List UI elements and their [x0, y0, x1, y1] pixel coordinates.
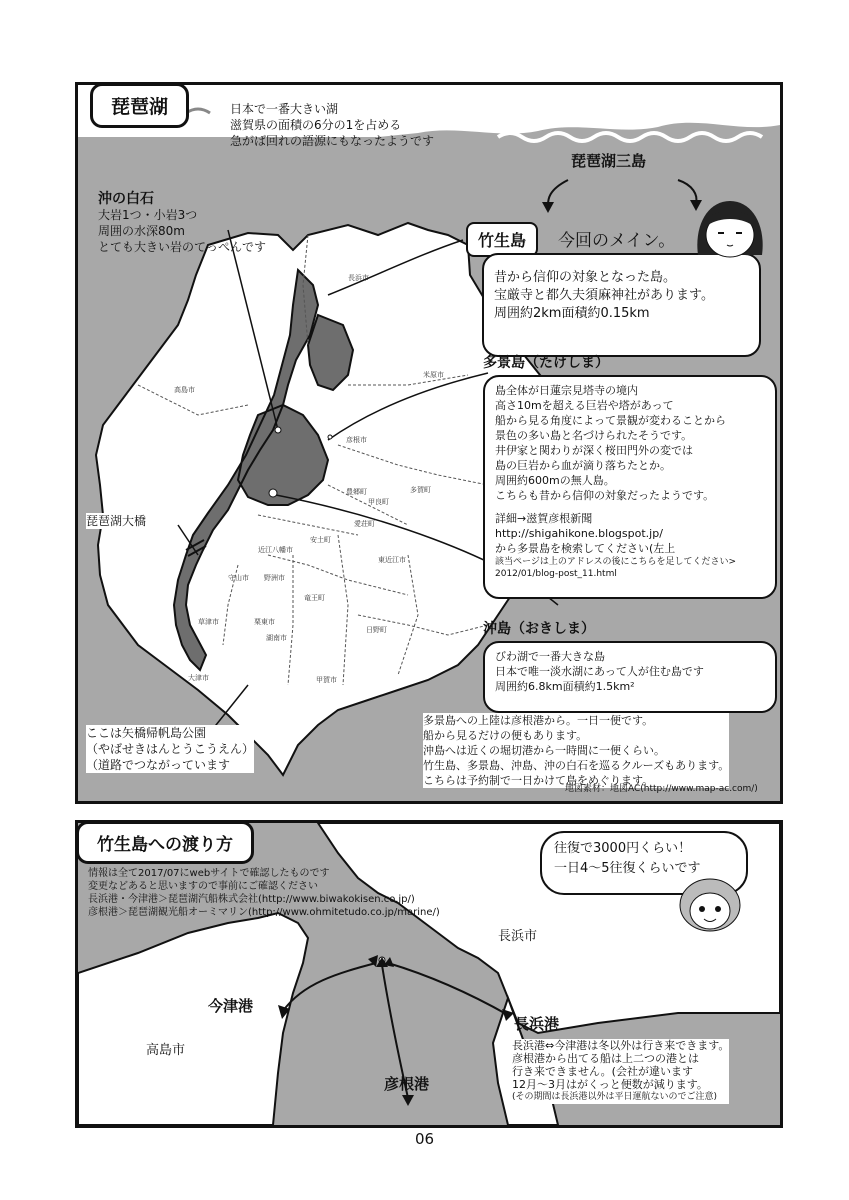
info-line: 彦根港＞琵琶湖観光船オーミマリン(http://www.ohmitetudo.co.jp/marine/) — [88, 907, 440, 918]
city-label: 草津市 — [198, 618, 219, 626]
ferry-notes — [512, 1039, 729, 1104]
hikone-port-label: 彦根港 — [384, 1075, 430, 1093]
city-label: 近江八幡市 — [258, 546, 293, 554]
bridge-label: 琵琶湖大橋 — [86, 514, 147, 528]
info-line: 変更などあると思いますので事前にご確認ください — [88, 881, 318, 892]
ferry-note-line: (その期間は長浜港以外は平日運航ないのでご注意) — [512, 1092, 718, 1102]
takeshima-url: http://shigahikone.blogspot.jp/ — [495, 527, 663, 540]
takeshima-line: 井伊家と関わりが深く桜田門外の変では — [495, 444, 693, 457]
intro-line: 急がば回れの語源にもなったようです — [230, 134, 435, 148]
okishima-bubble — [483, 641, 777, 713]
city-label: 豊郷町 — [346, 488, 367, 496]
okinoshiraishi-heading: 沖の白石 — [98, 191, 154, 207]
city-label: 野洲市 — [264, 574, 285, 582]
page-number: 06 — [414, 1130, 435, 1148]
takeshima-line: 島の巨岩から血が滴り落ちたとか。 — [495, 459, 671, 472]
main-speech: 今回のメイン。 — [558, 231, 676, 251]
character-face-icon — [670, 873, 748, 937]
access-note — [423, 713, 729, 788]
city-label: 日野町 — [366, 626, 387, 634]
intro-text — [230, 101, 434, 149]
chikubushima-line: 周囲約2km面積約0.15km — [494, 306, 650, 321]
city-label: 米原市 — [423, 371, 444, 379]
takeshima-line: 周囲約600mの無人島。 — [495, 474, 615, 487]
takeshima-note: 該当ページは上のアドレスの後にこちらを足してください> — [495, 557, 737, 567]
access-line: 竹生島、多景島、沖島、沖の白石を巡るクルーズもあります。 — [423, 759, 730, 772]
nagahama-city-label: 長浜市 — [498, 929, 538, 944]
section2-title: 竹生島への渡り方 — [76, 821, 254, 864]
okinoshiraishi-line: 周囲の水深80m — [98, 224, 185, 238]
chikubushima-line: 昔から信仰の対象となった島。 — [494, 270, 677, 285]
speech-line: 一日4～5往復くらいです — [554, 861, 701, 876]
chikubushima-bubble — [482, 253, 761, 357]
ferry-note-line: 彦根港から出てる船は上二つの港とは — [512, 1052, 699, 1065]
character-face-icon — [690, 195, 768, 265]
okishima-heading: 沖島（おきしま） — [483, 621, 595, 637]
info-block — [88, 867, 440, 919]
park-line: （やばせきはんとうこうえん） — [86, 742, 255, 756]
city-label: 甲賀市 — [316, 676, 337, 684]
takeshima-line: 景色の多い島と名づけられたそうです。 — [495, 429, 693, 442]
info-line: 情報は全て2017/07にwebサイトで確認したものです — [88, 868, 330, 879]
okishima-line: びわ湖で一番大きな島 — [495, 650, 605, 663]
takeshima-note: 2012/01/blog-post_11.html — [495, 569, 617, 579]
city-label: 甲良町 — [368, 498, 389, 506]
nagahama-port-label: 長浜港 — [514, 1015, 560, 1033]
takeshima-line: こちらも昔から信仰の対象だったようです。 — [495, 489, 715, 502]
ferry-note-line: 行き来できません。(会社が違います — [512, 1065, 693, 1078]
takeshima-line: 船から見る角度によって景観が変わることから — [495, 414, 726, 427]
okinoshiraishi-block — [98, 191, 266, 255]
city-label: 安土町 — [310, 536, 331, 544]
takashima-city-label: 高島市 — [146, 1043, 186, 1058]
lake-biwa-panel — [75, 82, 783, 804]
takeshima-bubble — [483, 375, 777, 599]
okishima-line: 周囲約6.8km面積約1.5km² — [495, 680, 635, 693]
takeshima-heading: 多景島（たけしま） — [483, 355, 609, 371]
speech-line: 往復で3000円くらい！ — [554, 841, 692, 856]
map-credit: 地図素材：地図AC(http://www.map-ac.com/) — [565, 784, 758, 794]
access-line: 船から見るだけの便もあります。 — [423, 729, 588, 742]
city-label: 東近江市 — [378, 556, 406, 564]
city-label: 彦根市 — [346, 436, 367, 444]
city-label: 長浜市 — [348, 274, 369, 282]
city-label: 竜王町 — [304, 594, 325, 602]
info-line: 長浜港・今津港＞琵琶湖汽船株式会社(http://www.biwakokisen.co.jp/) — [88, 894, 415, 905]
city-label: 高島市 — [174, 386, 195, 394]
takeshima-detail: から多景島を検索してください(左上 — [495, 542, 676, 555]
intro-line: 滋賀県の面積の6分の1を占める — [230, 118, 402, 132]
park-note — [86, 725, 254, 773]
city-label: 大津市 — [188, 674, 209, 682]
section-title: 琵琶湖 — [90, 83, 189, 128]
city-label: 多賀町 — [410, 486, 431, 494]
ferry-note-line: 12月～3月はがくっと便数が減ります。 — [512, 1078, 708, 1091]
city-label: 愛荘町 — [354, 520, 375, 528]
ferry-note-line: 長浜港⇔今津港は冬以外は行き来できます。 — [512, 1039, 730, 1052]
park-line: （道路でつながっています — [86, 758, 231, 772]
takeshima-line: 島全体が日蓮宗見塔寺の境内 — [495, 384, 638, 397]
access-line: こちらは予約制で一日かけて島をめぐります。 — [423, 774, 654, 787]
takeshima-detail: 詳細→滋賀彦根新聞 — [495, 512, 593, 525]
okishima-line: 日本で唯一淡水湖にあって人が住む島です — [495, 665, 704, 678]
access-line: 沖島へは近くの堀切港から一時間に一便くらい。 — [423, 744, 665, 757]
imazu-port-label: 今津港 — [208, 997, 254, 1015]
access-line: 多景島への上陸は彦根港から。一日一便です。 — [423, 714, 654, 727]
city-label: 栗東市 — [254, 618, 275, 626]
chikubushima-line: 宝厳寺と都久夫須麻神社があります。 — [494, 288, 714, 303]
city-label: 守山市 — [228, 574, 249, 582]
three-islands-label: 琵琶湖三島 — [571, 152, 647, 170]
city-label: 湖南市 — [266, 634, 287, 642]
okinoshiraishi-line: とても大きい岩のてっぺんです — [98, 240, 267, 254]
intro-line: 日本で一番大きい湖 — [230, 102, 339, 116]
okinoshiraishi-line: 大岩1つ・小岩3つ — [98, 208, 198, 222]
takeshima-line: 高さ10mを超える巨岩や塔があって — [495, 399, 674, 412]
ferry-access-panel — [75, 820, 783, 1128]
park-line: ここは矢橋帰帆島公園 — [86, 726, 207, 740]
chikubushima-label: 竹生島 — [466, 222, 538, 257]
